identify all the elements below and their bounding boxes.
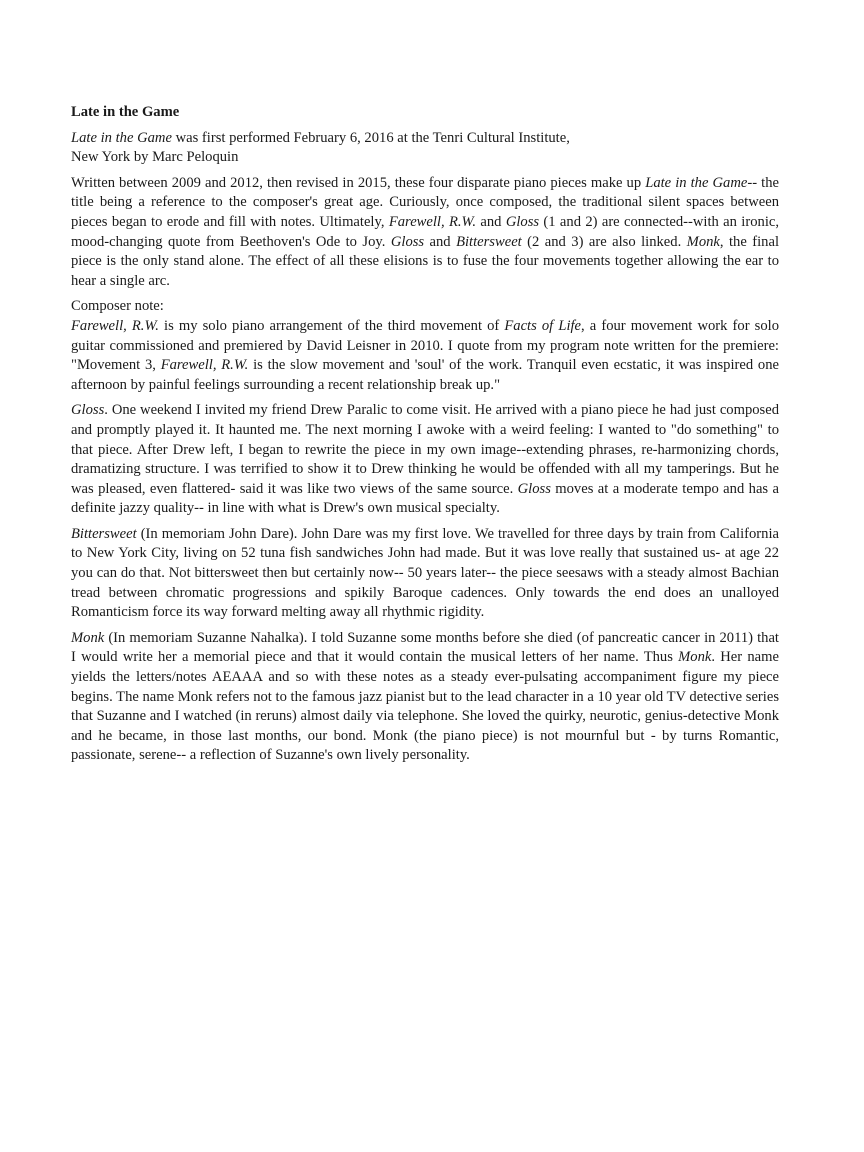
intro-text: (2 and 3) are also linked.	[521, 233, 687, 250]
composer-note-text: , a four movement work for solo guitar commissioned and premiered by David Leisner in 2010. I quote from my program note written for the premiere: "Movement 3,	[71, 317, 779, 374]
intro-text: and	[424, 233, 457, 250]
bittersweet-italic: Bittersweet	[71, 525, 137, 542]
intro-italic: Farewell, R.W.	[388, 213, 477, 230]
composer-note-italic: Farewell, R.W.	[71, 317, 159, 334]
composer-note-label: Composer note:	[71, 298, 164, 315]
composer-note-italic: Facts of Life	[504, 317, 582, 334]
intro-paragraph	[71, 174, 779, 292]
monk-text: (In memoriam Suzanne Nahalka). I told Suzanne some months before she died (of pancreatic cancer in 2011) that I would write her a memorial piece and that it would contain the musical letters of her name. Thus	[71, 629, 779, 666]
document-title: Late in the Game	[71, 104, 180, 120]
monk-paragraph	[71, 629, 779, 766]
intro-text: (1 and 2) are connected--with an ironic, mood-changing quote from Beethoven's Ode to Joy.	[71, 213, 779, 250]
intro-italic: Monk	[686, 233, 720, 250]
composer-note-text: is the slow movement and 'soul' of the work. Tranquil even ecstatic, it was inspired one afternoon by painful feelings surrounding a recent relationship break up."	[71, 357, 779, 393]
monk-italic: Monk	[678, 649, 712, 666]
bittersweet-paragraph	[71, 525, 779, 623]
premiere-paragraph	[71, 129, 779, 168]
gloss-paragraph	[71, 401, 779, 519]
gloss-italic: Gloss	[517, 480, 551, 497]
monk-italic: Monk	[71, 629, 105, 646]
bittersweet-text: (In memoriam John Dare). John Dare was my first love. We travelled for three days by train from California to New York City, living on 52 tuna fish sandwiches John had made. But it was love really that sustained us- at age 22 you can do that. Not bittersweet then but certainly now-- 50 years later-- the piece seesaws with a steady almost Bachian tread between chromatic progressions and spikily Baroque cadences. Only towards the end does an unalloyed Romanticism force its way forward melting away all rhythmic rigidity.	[71, 525, 779, 621]
composer-note-italic: Farewell, R.W.	[160, 357, 249, 374]
intro-italic: Gloss	[505, 213, 540, 230]
composer-note-text: is my solo piano arrangement of the third movement of	[158, 317, 505, 334]
gloss-text: . One weekend I invited my friend Drew Paralic to come visit. He arrived with a piano piece he had just composed and promptly played it. It haunted me. The next morning I awoke with a weird feeling: I wanted to "do something" to that piece. After Drew left, I began to rewrite the piece in my own image--extending phrases, re-harmonizing chords, dramatizing structure. I was terrified to show it to Drew thinking he would be offended with all my tamperings. But he was pleased, even flattered- said it was like two views of the same source.	[71, 402, 779, 497]
premiere-text: was first performed February 6, 2016 at the Tenri Cultural Institute,	[171, 129, 570, 146]
monk-text: . Her name yields the letters/notes AEAAA and so with these notes as a steady ever-pulsating accompaniment figure my piece begins. The name Monk refers not to the famous jazz pianist but to the lead character in a 10 year old TV detective series that Suzanne and I watched (in reruns) almost daily via telephone. She loved the quirky, neurotic, genius-detective Monk and he became, in those last months, our bond. Monk (the piano piece) is not mournful but - by turns Romantic, passionate, serene-- a reflection of Suzanne's own lively personality.	[71, 649, 779, 764]
gloss-text: moves at a moderate tempo and has a definite jazzy quality-- in line with what is Drew's own musical specialty.	[71, 480, 779, 517]
intro-italic: Gloss	[390, 233, 425, 250]
intro-text: Written between 2009 and 2012, then revised in 2015, these four disparate piano pieces make up	[71, 174, 646, 191]
premiere-line-1	[71, 129, 779, 149]
work-title-italic: Late in the Game	[71, 129, 172, 146]
intro-text: , the final piece is the only stand alone. The effect of all these elisions is to fuse the four movements together allowing the ear to hear a single arc.	[71, 233, 780, 289]
composer-note-paragraph	[71, 297, 779, 395]
intro-italic: Late in the Game	[645, 174, 748, 191]
intro-text: and	[476, 213, 506, 230]
document-page	[71, 103, 779, 772]
premiere-line-2: New York by Marc Peloquin	[71, 149, 239, 166]
intro-italic: Bittersweet	[456, 233, 522, 250]
intro-text: -- the title being a reference to the composer's great age. Curiously, once composed, the traditional silent spaces between pieces began to erode and fill with notes. Ultimately,	[71, 174, 779, 230]
gloss-italic: Gloss	[71, 402, 105, 419]
